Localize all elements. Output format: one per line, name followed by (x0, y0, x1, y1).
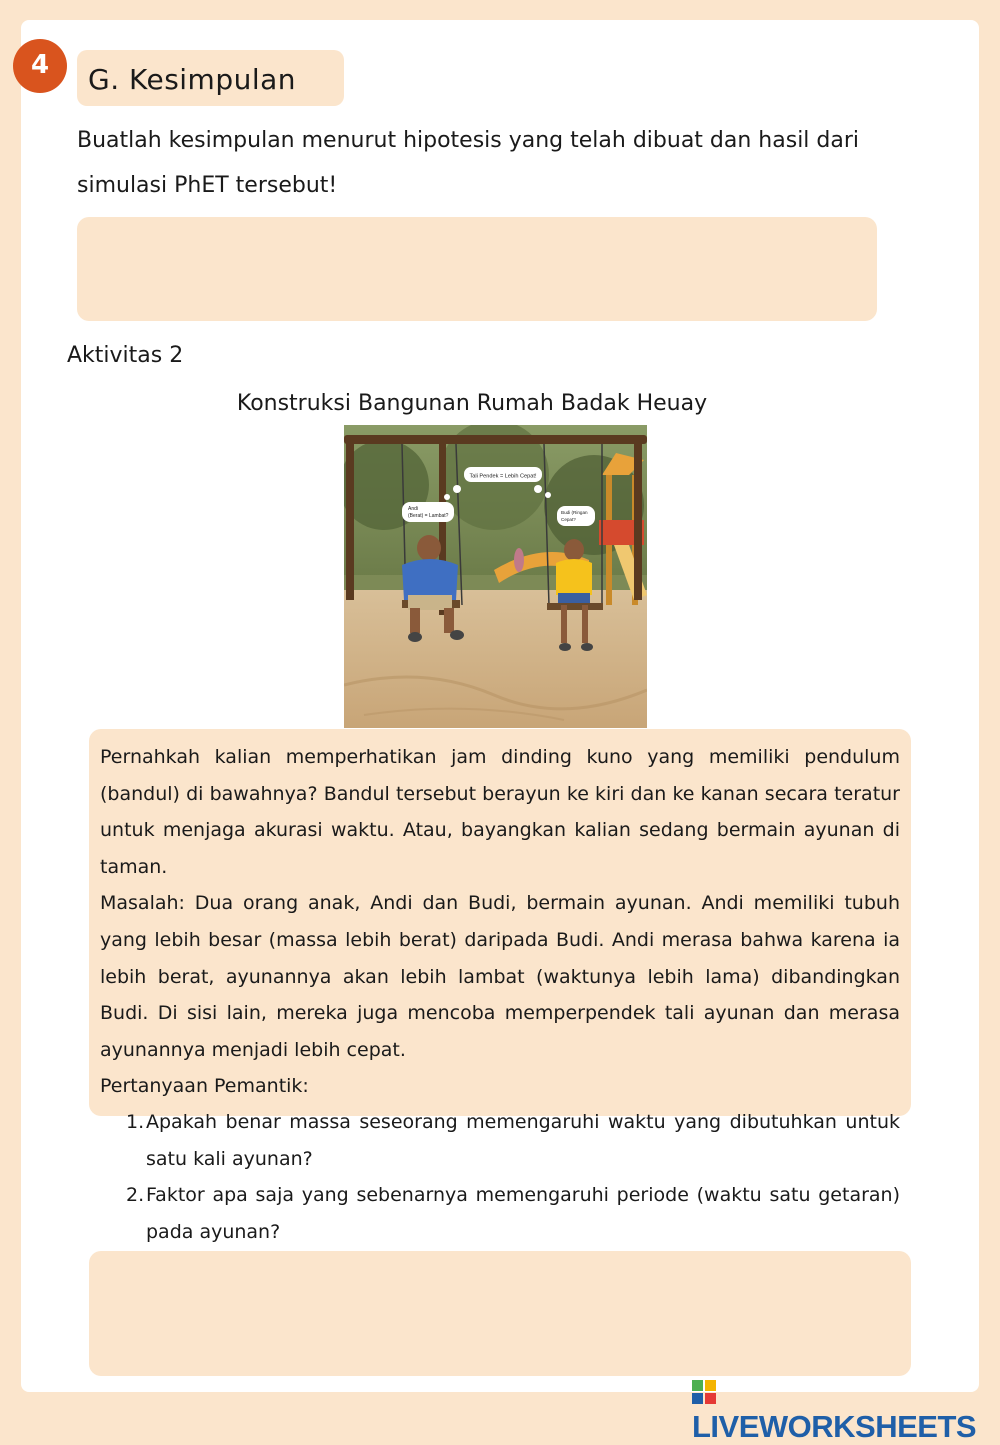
liveworksheets-logo (692, 1373, 1000, 1444)
page-number-badge: 4 (13, 39, 67, 93)
question-number: 2. (126, 1184, 145, 1207)
bubble-right-line-2: Cepat? (561, 517, 576, 522)
story-problem: Masalah: Dua orang anak, Andi dan Budi, bermain ayunan. Andi memiliki tubuh yang lebih besar (massa lebih berat) daripada Budi. Andi merasa bahwa karena ia lebih berat, ayunannya akan lebih lambat (waktunya lebih lama) dibandingkan Budi. Di sisi lain, mereka juga mencoba memperpendek tali ayunan dan merasa ayunannya menjadi lebih cepat. (100, 892, 900, 1061)
question-answer-box[interactable] (89, 1251, 911, 1376)
story-intro: Pernahkah kalian memperhatikan jam dinding kuno yang memiliki pendulum (bandul) di bawahnya? Bandul tersebut berayun ke kiri dan ke kanan secara teratur untuk menjaga akurasi waktu. Atau, bayangkan kalian sedang bermain ayunan di taman. (100, 746, 900, 878)
brand-text: LIVEWORKSHEETS (692, 1409, 977, 1444)
activity-subtitle: Konstruksi Bangunan Rumah Badak Heuay (236, 391, 708, 416)
guiding-questions-list (100, 1104, 900, 1250)
bubble-center-text: Tali Pendek = Lebih Cepat! (469, 473, 537, 480)
bubble-left-line-1: Andi (408, 506, 419, 512)
question-number: 1. (126, 1111, 145, 1133)
question-item (100, 1177, 900, 1250)
instruction-text: Buatlah kesimpulan menurut hipotesis yang telah dibuat dan hasil dari simulasi PhET tersebut! (77, 128, 860, 198)
conclusion-answer-box[interactable] (77, 217, 877, 321)
question-text: Apakah benar massa seseorang memengaruhi waktu yang dibutuhkan untuk satu kali ayunan? (146, 1111, 900, 1170)
questions-label: Pertanyaan Pemantik: (100, 1075, 309, 1098)
liveworksheets-logo-icon (692, 1380, 716, 1404)
swing-illustration (344, 425, 647, 728)
story-text (100, 739, 900, 1105)
question-text: Faktor apa saja yang sebenarnya memengaruhi periode (waktu satu getaran) pada ayunan? (146, 1184, 900, 1243)
section-title: G. Kesimpulan (88, 63, 297, 96)
activity-label: Aktivitas 2 (67, 343, 184, 368)
section-heading (77, 50, 344, 106)
question-item (100, 1104, 900, 1177)
bubble-right-line-1: Budi (Ringan (561, 510, 588, 515)
bubble-left-line-2: (Berat) = Lambat? (408, 513, 449, 519)
